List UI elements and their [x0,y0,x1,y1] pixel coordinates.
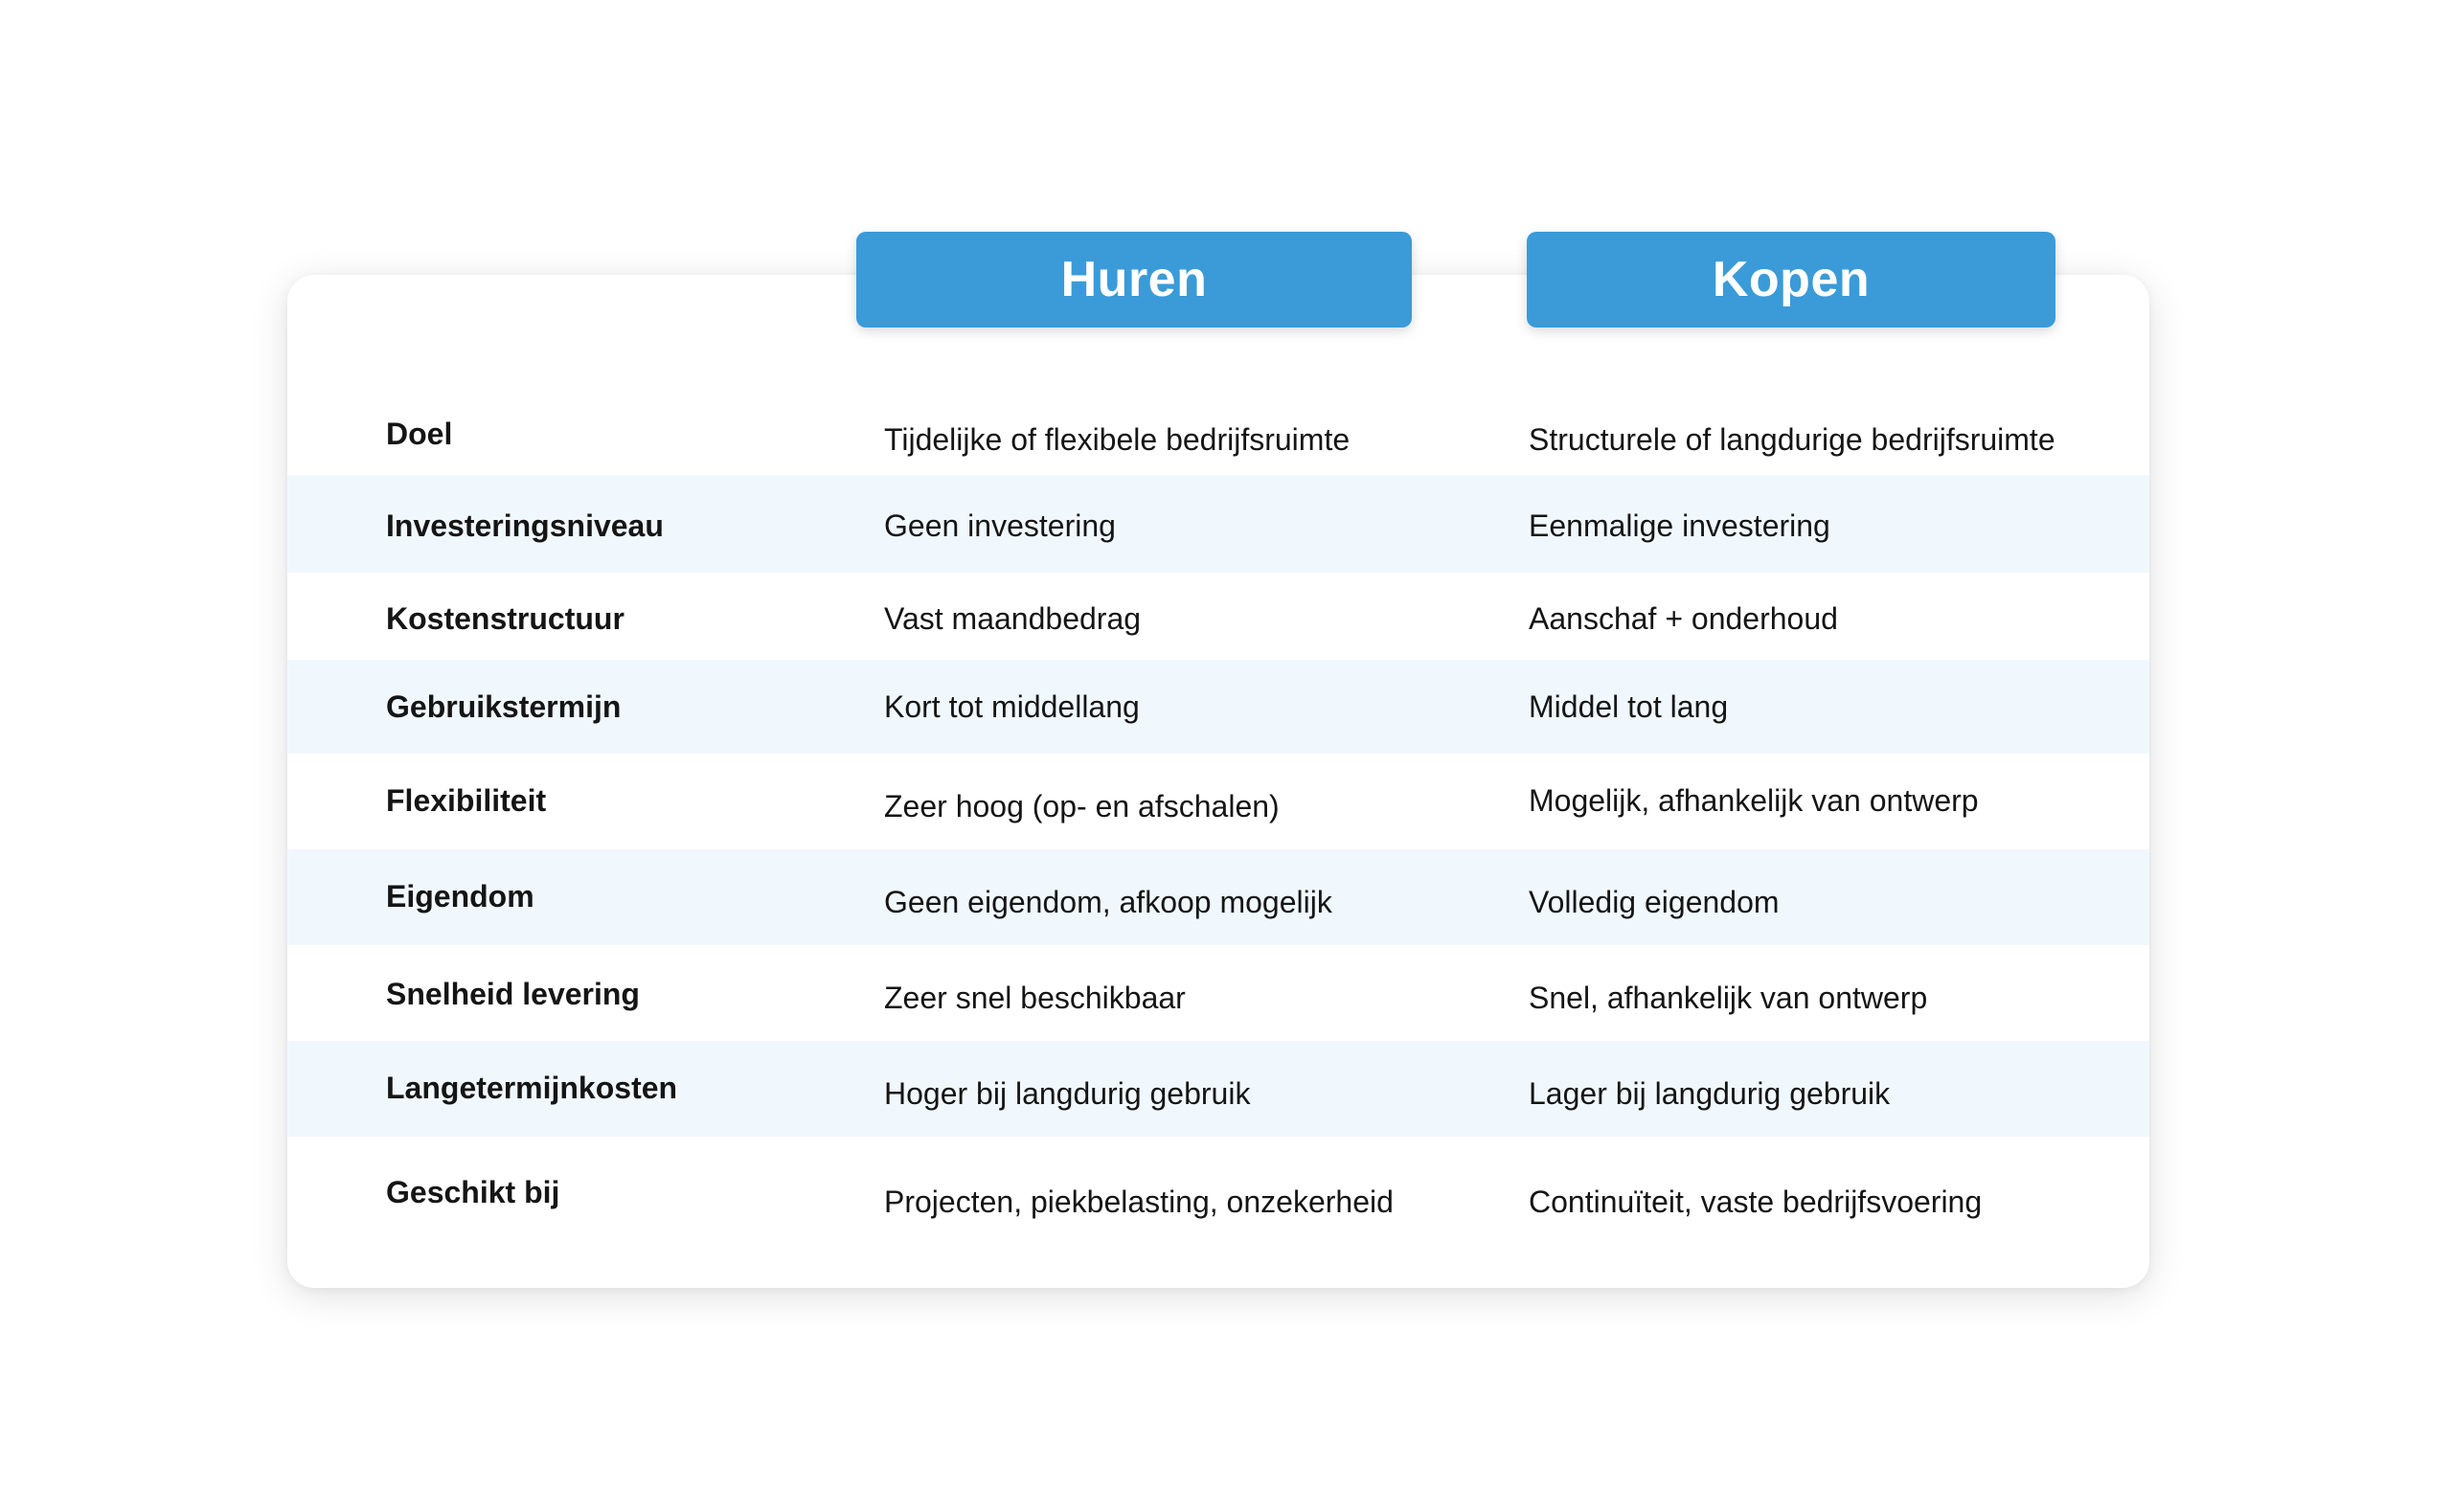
row-label: Geschikt bij [386,1175,560,1209]
table-row [287,945,2149,1041]
huren-value: Zeer hoog (op- en afschalen) [884,789,1280,824]
huren-value: Geen investering [884,508,1116,543]
huren-value: Zeer snel beschikbaar [884,981,1186,1015]
kopen-value: Aanschaf + onderhoud [1529,601,1838,636]
table-row [287,573,2149,660]
table-row [287,1137,2149,1252]
row-label: Kostenstructuur [386,601,624,636]
kopen-value: Structurele of langdurige bedrijfsruimte [1529,422,2055,457]
row-label: Snelheid levering [386,977,640,1011]
table-row [287,754,2149,849]
table-row [287,393,2149,475]
kopen-value: Middel tot lang [1529,689,1729,724]
kopen-value: Volledig eigendom [1529,885,1780,919]
huren-value: Hoger bij langdurig gebruik [884,1076,1251,1111]
table-row [287,1041,2149,1137]
row-label: Investeringsniveau [386,508,664,543]
column-header-kopen: Kopen [1527,232,2055,327]
huren-value: Tijdelijke of flexibele bedrijfsruimte [884,422,1351,457]
kopen-value: Snel, afhankelijk van ontwerp [1529,981,1928,1015]
table-row [287,660,2149,754]
row-label: Flexibiliteit [386,783,547,818]
huren-value: Geen eigendom, afkoop mogelijk [884,885,1332,919]
row-label: Doel [386,417,453,451]
kopen-value: Lager bij langdurig gebruik [1529,1076,1891,1111]
table-row [287,849,2149,945]
row-label: Gebruikstermijn [386,689,622,724]
kopen-value: Mogelijk, afhankelijk van ontwerp [1529,783,1979,818]
row-label: Langetermijnkosten [386,1071,678,1105]
huren-value: Vast maandbedrag [884,601,1142,636]
huren-value: Kort tot middellang [884,689,1140,724]
table-row [287,475,2149,573]
kopen-value: Eenmalige investering [1529,508,1830,543]
kopen-value: Continuïteit, vaste bedrijfsvoering [1529,1185,1983,1219]
huren-value: Projecten, piekbelasting, onzekerheid [884,1185,1394,1219]
column-header-huren: Huren [856,232,1412,327]
row-label: Eigendom [386,879,534,914]
